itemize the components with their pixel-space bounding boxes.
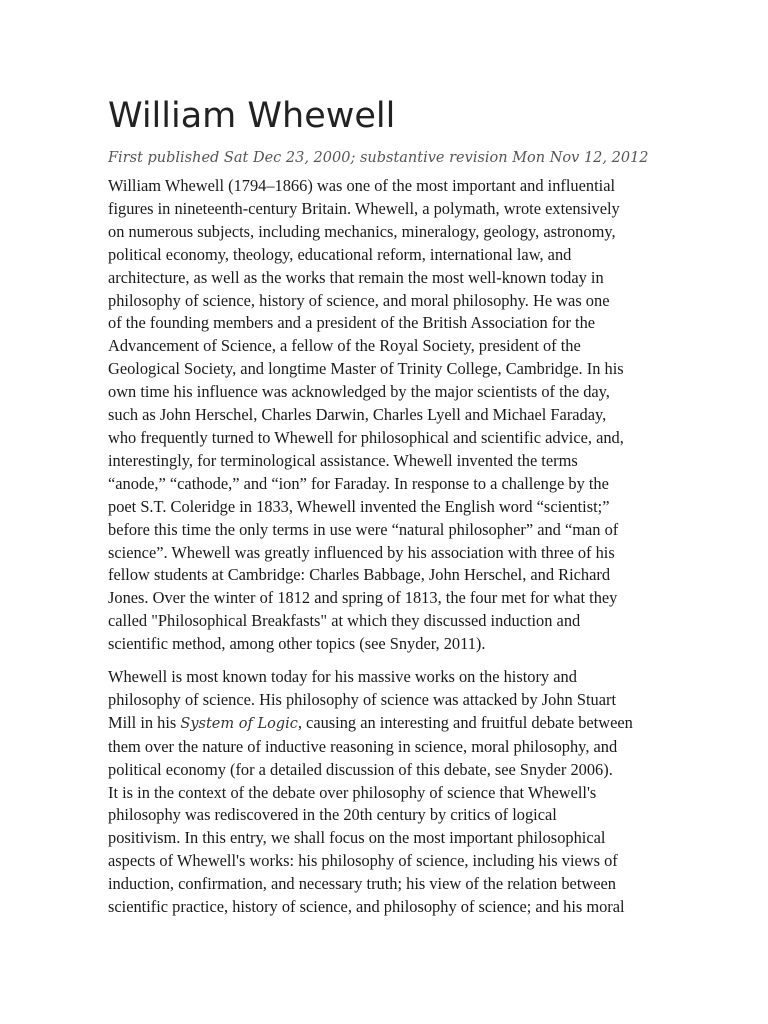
paragraph-line: political economy (for a detailed discussion of this debate, see Snyder 2006).: [108, 759, 613, 779]
paragraph-line: before this time the only terms in use were “natural philosopher” and “man of: [108, 519, 619, 539]
paragraph-line: figures in nineteenth-century Britain. Whewell, a polymath, wrote extensively: [108, 198, 620, 218]
paragraph-line: scientific practice, history of science, and philosophy of science; and his moral: [108, 897, 625, 917]
paragraph-line: Geological Society, and longtime Master of Trinity College, Cambridge. In his: [108, 359, 624, 379]
paragraph-line: who frequently turned to Whewell for philosophical and scientific advice, and,: [108, 427, 624, 447]
paragraph-line: on numerous subjects, including mechanics, mineralogy, geology, astronomy,: [108, 221, 616, 241]
publication-info: First published Sat Dec 23, 2000; substantive revision Mon Nov 12, 2012: [108, 150, 649, 166]
paragraph-line: political economy, theology, educational reform, international law, and: [108, 244, 572, 264]
paragraph-line: architecture, as well as the works that remain the most well-known today in: [108, 267, 604, 287]
line-text: Mill in his: [108, 712, 181, 732]
paragraph-line: them over the nature of inductive reasoning in science, moral philosophy, and: [108, 736, 618, 756]
paragraph-line: Whewell is most known today for his massive works on the history and: [108, 667, 577, 687]
paragraph-line: philosophy of science. His philosophy of science was attacked by John Stuart: [108, 689, 617, 709]
line-text: , causing an interesting and fruitful debate between: [297, 712, 633, 732]
paragraph-line: Advancement of Science, a fellow of the Royal Society, president of the: [108, 336, 581, 356]
paragraph-line: induction, confirmation, and necessary truth; his view of the relation between: [108, 874, 616, 894]
paragraph-line: William Whewell (1794–1866) was one of the most important and influential: [108, 176, 616, 195]
paragraph-line: called "Philosophical Breakfasts" at which they discussed induction and: [108, 611, 581, 631]
paragraph-line: aspects of Whewell's works: his philosophy of science, including his views of: [108, 851, 618, 871]
paragraph-line: [108, 712, 660, 736]
paragraph-line: It is in the context of the debate over philosophy of science that Whewell's: [108, 782, 597, 802]
paragraph-line: positivism. In this entry, we shall focus on the most important philosophical: [108, 828, 606, 848]
paragraph-line: philosophy of science, history of science, and moral philosophy. He was one: [108, 290, 610, 310]
paragraph-line: scientific method, among other topics (see Snyder, 2011).: [108, 634, 486, 654]
paragraph-line: poet S.T. Coleridge in 1833, Whewell invented the English word “scientist;”: [108, 496, 610, 516]
article: [108, 92, 660, 919]
article-title: William Whewell: [108, 96, 396, 136]
intro-paragraph: [108, 175, 660, 656]
paragraph-line: science”. Whewell was greatly influenced by his association with three of his: [108, 542, 615, 562]
paragraph-line: interestingly, for terminological assistance. Whewell invented the terms: [108, 450, 578, 470]
book-citation: System of Logic: [180, 715, 298, 732]
paragraph-line: fellow students at Cambridge: Charles Babbage, John Herschel, and Richard: [108, 565, 611, 585]
paragraph-line: own time his influence was acknowledged by the major scientists of the day,: [108, 382, 610, 402]
second-paragraph: [108, 666, 660, 919]
paragraph-line: “anode,” “cathode,” and “ion” for Faraday. In response to a challenge by the: [108, 473, 609, 493]
paragraph-line: philosophy was rediscovered in the 20th century by critics of logical: [108, 805, 557, 825]
paragraph-line: such as John Herschel, Charles Darwin, Charles Lyell and Michael Faraday,: [108, 405, 607, 425]
paragraph-line: Jones. Over the winter of 1812 and spring of 1813, the four met for what they: [108, 588, 618, 608]
paragraph-line: of the founding members and a president of the British Association for the: [108, 313, 596, 333]
